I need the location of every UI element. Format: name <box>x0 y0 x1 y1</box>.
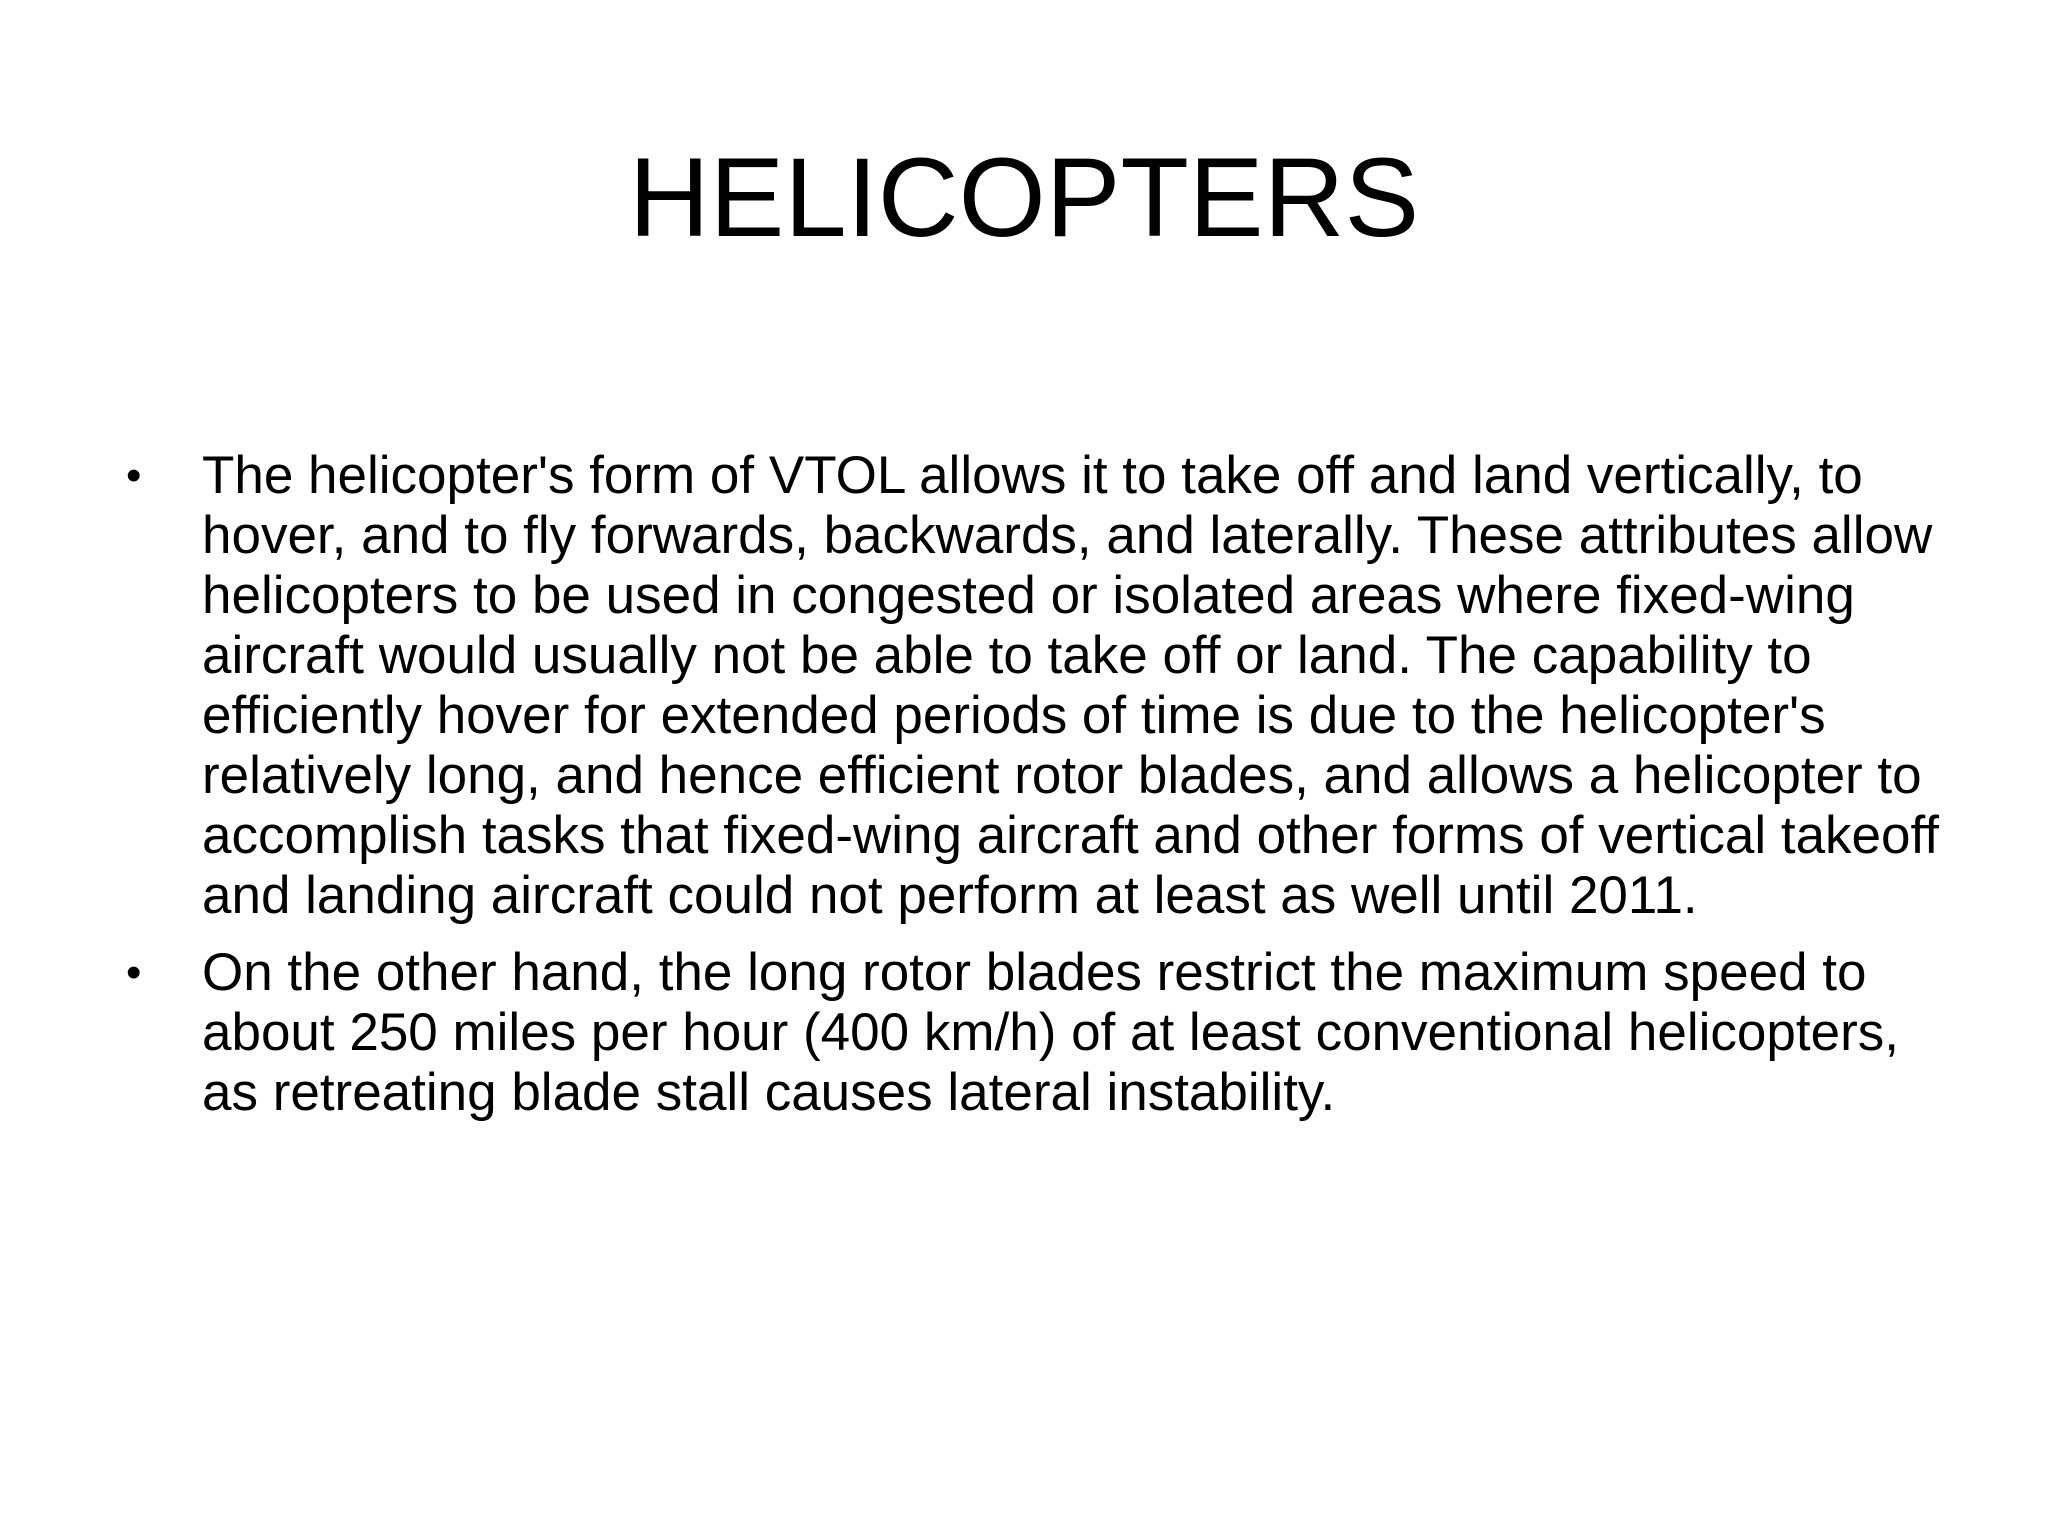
bullet-item <box>120 446 1950 926</box>
bullet-dot-icon: • <box>126 451 142 500</box>
slide-title: HELICOPTERS <box>628 135 1420 260</box>
bullet-text: The helicopter's form of VTOL allows it to take off and land vertically, to hover, and to fly forwards, backwards, and laterally. These attributes allow helicopters to be used in congested or isolated areas where fixed-wing aircraft would usually not be able to take off or land. The capability to efficiently hover for extended periods of time is due to the helicopter's relatively long, and hence efficient rotor blades, and allows a helicopter to accomplish tasks that fixed-wing aircraft and other forms of vertical takeoff and landing aircraft could not perform at least as well until 2011. <box>202 446 1939 925</box>
bullet-dot-icon: • <box>126 948 142 997</box>
bullet-list <box>120 446 1950 1140</box>
bullet-item <box>120 943 1950 1123</box>
bullet-text: On the other hand, the long rotor blades restrict the maximum speed to about 250 miles per hour (400 km/h) of at least conventional helicopters, as retreating blade stall causes lateral instability. <box>202 943 1899 1122</box>
